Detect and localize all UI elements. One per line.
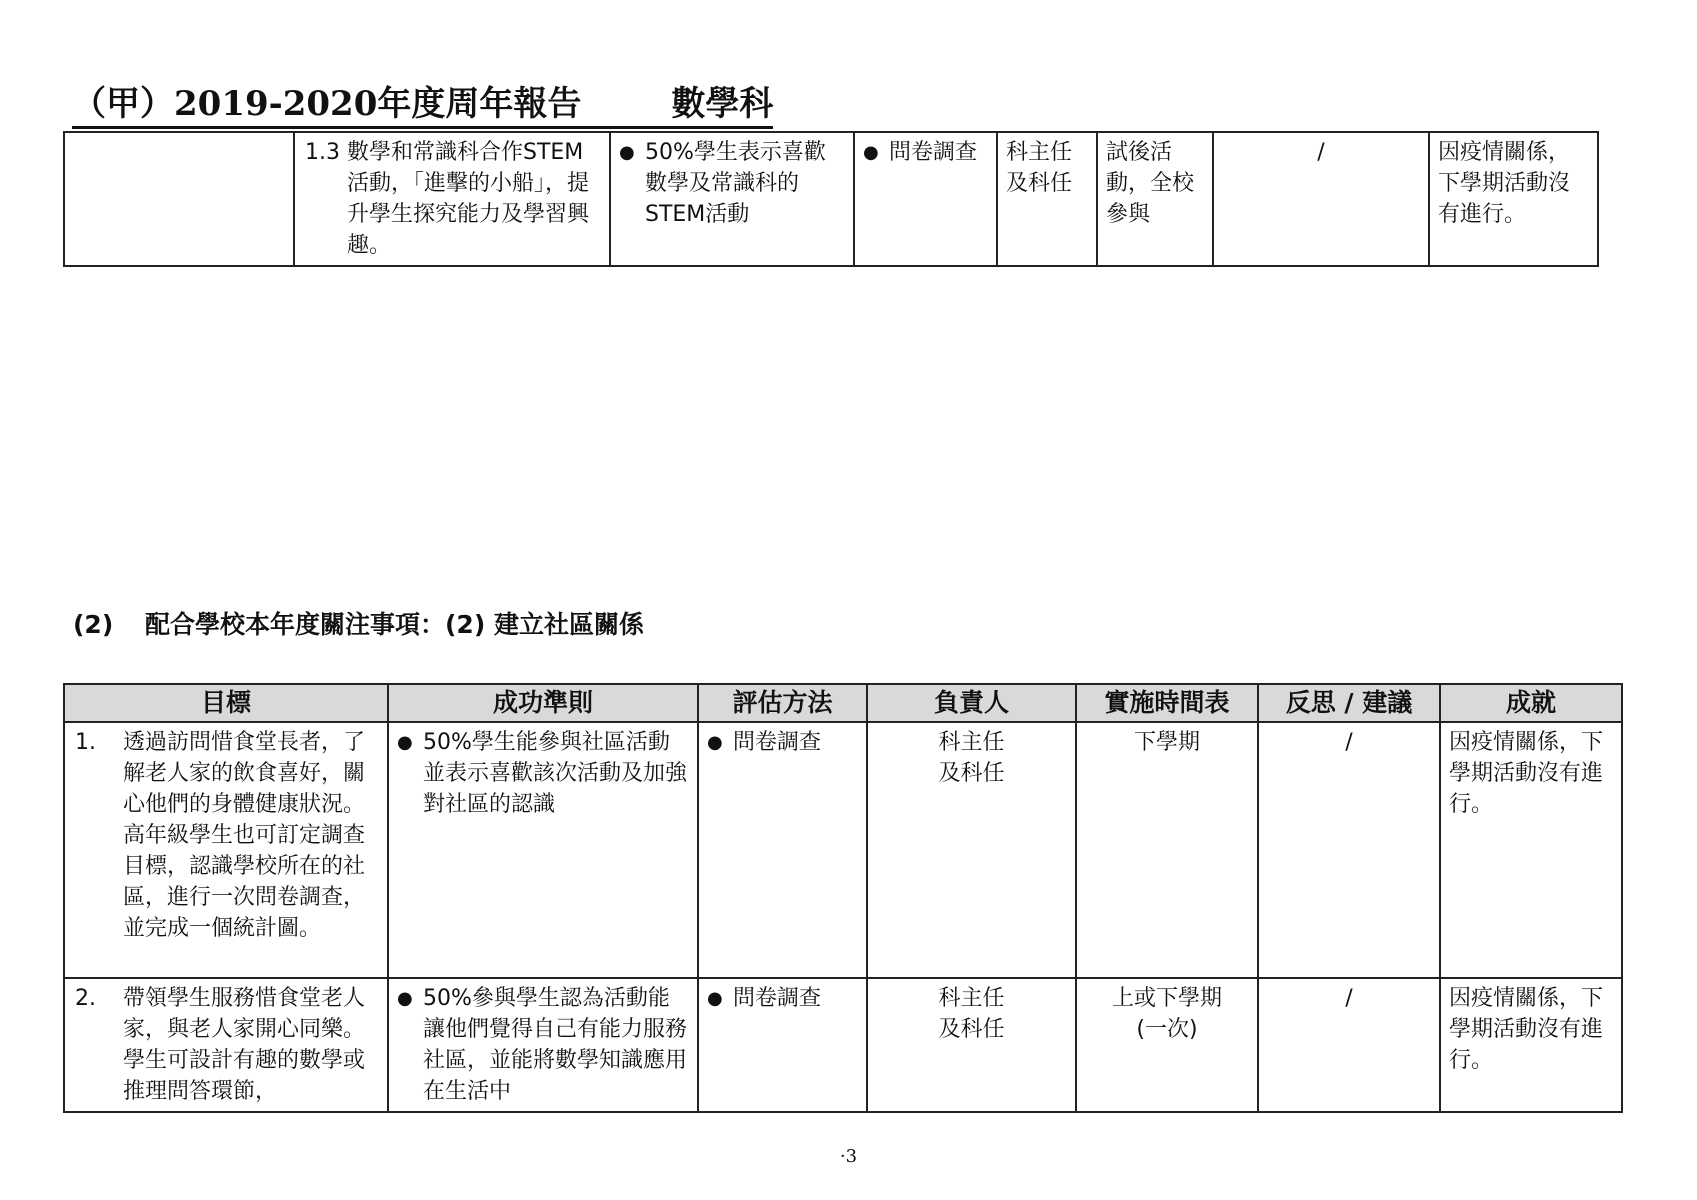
- bullet-icon: ●: [707, 732, 723, 753]
- reflection-cell: [1213, 132, 1429, 266]
- achievement-cell: [1429, 132, 1598, 266]
- empty-cell: [64, 132, 294, 266]
- goal-text: 帶領學生服務惜食堂老人家，與老人家開心同樂。學生可設計有趣的數學或推理問答環節，: [123, 986, 366, 1104]
- timeline-line: 上或下學期: [1111, 986, 1222, 1011]
- goal-text: 透過訪問惜食堂長者，了解老人家的飲食喜好，關心他們的身體健康狀況。高年級學生也可訂定調查目標，認識學校所在的社區，進行一次問卷調查，並完成一個統計圖。: [123, 730, 366, 941]
- header-reflection: 反思 / 建議: [1258, 684, 1440, 722]
- timeline-text: 試後活動，全校參與: [1106, 140, 1195, 227]
- table-row: [64, 722, 1622, 978]
- method-text: 問卷調查: [889, 140, 978, 165]
- header-timeline: 實施時間表: [1076, 684, 1258, 722]
- header-person: 負責人: [867, 684, 1076, 722]
- goal-number: 2.: [75, 986, 96, 1011]
- achievement-text: 因疫情關係，下學期活動沒有進行。: [1438, 140, 1571, 227]
- criteria-text: 50%參與學生認為活動能讓他們覺得自己有能力服務社區，並能將數學知識應用在生活中: [423, 986, 688, 1104]
- reflection-text: /: [1345, 986, 1353, 1011]
- person-line: 科主任: [938, 730, 1005, 755]
- timeline-cell: [1076, 978, 1258, 1112]
- goal-cell: [294, 132, 610, 266]
- timeline-line: 下學期: [1133, 730, 1200, 755]
- goal-cell: [64, 722, 388, 978]
- method-cell: [854, 132, 997, 266]
- goal-text: 數學和常識科合作STEM活動，「進擊的小船」，提升學生探究能力及學習興趣。: [347, 140, 590, 258]
- criteria-cell: [388, 722, 698, 978]
- goal-number: 1.: [75, 730, 96, 755]
- section-heading: [73, 605, 644, 641]
- reflection-cell: [1258, 978, 1440, 1112]
- timeline-cell: [1076, 722, 1258, 978]
- criteria-text: 50%學生表示喜歡數學及常識科的STEM活動: [645, 140, 826, 227]
- page-title: [72, 82, 773, 129]
- plan-table: [63, 683, 1623, 1113]
- report-title: （甲）2019-2020年度周年報告: [72, 84, 582, 124]
- subject-title: 數學科: [671, 84, 774, 124]
- table-row: [64, 132, 1598, 266]
- section-title: 配合學校本年度關注事項：(2) 建立社區關係: [145, 610, 644, 639]
- criteria-cell: [610, 132, 854, 266]
- person-line: 科主任: [938, 986, 1005, 1011]
- person-text: 科主任及科任: [1006, 140, 1073, 196]
- timeline-line: (一次): [1136, 1017, 1198, 1042]
- method-text: 問卷調查: [733, 730, 822, 755]
- reflection-text: /: [1317, 140, 1325, 165]
- person-line: 及科任: [938, 1017, 1005, 1042]
- method-text: 問卷調查: [733, 986, 822, 1011]
- header-achievement: 成就: [1440, 684, 1622, 722]
- bullet-icon: ●: [619, 142, 635, 163]
- achievement-cell: [1440, 978, 1622, 1112]
- reflection-text: /: [1345, 730, 1353, 755]
- bullet-icon: ●: [397, 732, 413, 753]
- table-header-row: [64, 684, 1622, 722]
- person-cell: [867, 978, 1076, 1112]
- criteria-text: 50%學生能參與社區活動並表示喜歡該次活動及加強對社區的認識: [423, 730, 688, 817]
- method-cell: [698, 722, 867, 978]
- bullet-icon: ●: [863, 142, 879, 163]
- header-goal: 目標: [64, 684, 388, 722]
- method-cell: [698, 978, 867, 1112]
- table-row: [64, 978, 1622, 1112]
- achievement-text: 因疫情關係，下學期活動沒有進行。: [1449, 986, 1604, 1073]
- section-number: (2): [73, 610, 114, 639]
- timeline-cell: [1097, 132, 1213, 266]
- person-cell: [997, 132, 1097, 266]
- reflection-cell: [1258, 722, 1440, 978]
- header-criteria: 成功準則: [388, 684, 698, 722]
- person-line: 及科任: [938, 761, 1005, 786]
- bullet-icon: ●: [397, 988, 413, 1009]
- criteria-cell: [388, 978, 698, 1112]
- goal-cell: [64, 978, 388, 1112]
- achievement-text: 因疫情關係，下學期活動沒有進行。: [1449, 730, 1604, 817]
- page-number: ·3: [839, 1146, 858, 1167]
- bullet-icon: ●: [707, 988, 723, 1009]
- header-method: 評估方法: [698, 684, 867, 722]
- plan-table-continued: [63, 131, 1599, 267]
- goal-number: 1.3: [305, 140, 340, 165]
- person-cell: [867, 722, 1076, 978]
- achievement-cell: [1440, 722, 1622, 978]
